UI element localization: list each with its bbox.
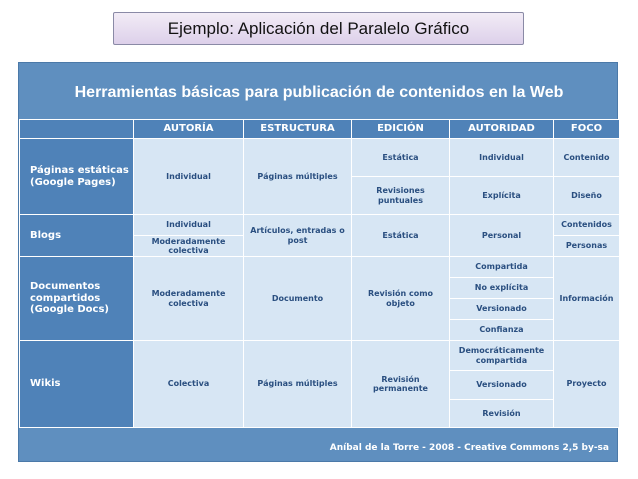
cell-blogs-edicion: Estática (352, 215, 450, 257)
header-autoria: AUTORÍA (134, 120, 244, 139)
cell-wikis-autoria: Colectiva (134, 341, 244, 428)
cell-documentos-autoridad-3: Versionado (450, 299, 554, 320)
corner-cell (20, 120, 134, 139)
cell-blogs-estructura: Artículos, entradas o post (244, 215, 352, 257)
cell-paginas-foco-2: Diseño (554, 177, 620, 215)
cell-wikis-edicion: Revisión permanente (352, 341, 450, 428)
cell-paginas-foco-1: Contenido (554, 139, 620, 177)
row-label-wikis: Wikis (20, 341, 134, 428)
cell-blogs-autoria-1: Individual (134, 215, 244, 236)
cell-blogs-foco-2: Personas (554, 236, 620, 257)
cell-paginas-estructura: Páginas múltiples (244, 139, 352, 215)
comparison-table-frame (18, 62, 618, 462)
cell-documentos-edicion: Revisión como objeto (352, 257, 450, 341)
cell-blogs-autoridad: Personal (450, 215, 554, 257)
cell-paginas-autoridad-2: Explícita (450, 177, 554, 215)
slide-title: Ejemplo: Aplicación del Paralelo Gráfico (113, 12, 524, 45)
cell-blogs-foco-1: Contenidos (554, 215, 620, 236)
cell-documentos-foco: Información (554, 257, 620, 341)
row-label-paginas: Páginas estáticas (Google Pages) (20, 139, 134, 215)
cell-documentos-autoridad-4: Confianza (450, 320, 554, 341)
cell-documentos-autoria: Moderadamente colectiva (134, 257, 244, 341)
cell-wikis-autoridad-2: Versionado (450, 371, 554, 400)
header-autoridad: AUTORIDAD (450, 120, 554, 139)
row-label-blogs: Blogs (20, 215, 134, 257)
cell-blogs-autoria-2: Moderadamente colectiva (134, 236, 244, 257)
table-row (20, 257, 620, 278)
cell-documentos-estructura: Documento (244, 257, 352, 341)
cell-wikis-autoridad-1: Democráticamente compartida (450, 341, 554, 371)
header-edicion: EDICIÓN (352, 120, 450, 139)
comparison-table (19, 119, 620, 428)
cell-wikis-foco: Proyecto (554, 341, 620, 428)
cell-paginas-edicion-1: Estática (352, 139, 450, 177)
header-row (20, 120, 620, 139)
table-row (20, 215, 620, 236)
cell-paginas-edicion-2: Revisiones puntuales (352, 177, 450, 215)
row-label-documentos: Documentos compartidos (Google Docs) (20, 257, 134, 341)
cell-documentos-autoridad-2: No explícita (450, 278, 554, 299)
cell-documentos-autoridad-1: Compartida (450, 257, 554, 278)
header-foco: FOCO (554, 120, 620, 139)
table-title: Herramientas básicas para publicación de contenidos en la Web (74, 84, 564, 101)
table-row (20, 341, 620, 371)
credit-line: Aníbal de la Torre - 2008 - Creative Commons 2,5 by-sa (329, 443, 609, 453)
cell-paginas-autoria: Individual (134, 139, 244, 215)
cell-paginas-autoridad-1: Individual (450, 139, 554, 177)
cell-wikis-autoridad-3: Revisión (450, 400, 554, 428)
table-row (20, 139, 620, 177)
header-estructura: ESTRUCTURA (244, 120, 352, 139)
cell-wikis-estructura: Páginas múltiples (244, 341, 352, 428)
